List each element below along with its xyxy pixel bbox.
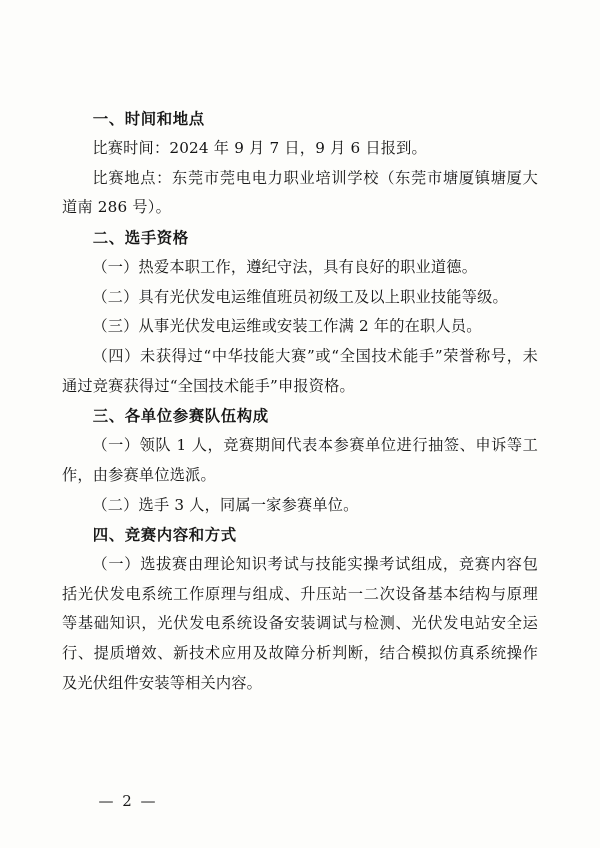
section-heading: 二、选手资格 <box>92 228 189 247</box>
body-paragraph: （二）选手 3 人，同属一家参赛单位。 <box>92 495 359 514</box>
body-paragraph: （一）领队 1 人，竞赛期间代表本参赛单位进行抽签、申诉等工作，由参赛单位选派。 <box>62 436 538 484</box>
body-paragraph: （二）具有光伏发电运维值班员初级工及以上职业技能等级。 <box>92 287 508 306</box>
page-footer <box>0 792 600 810</box>
body-paragraph: （一）热爱本职工作，遵纪守法，具有良好的职业道德。 <box>92 257 478 276</box>
section-heading: 三、各单位参赛队伍构成 <box>92 407 269 426</box>
body-paragraph: （三）从事光伏发电运维或安装工作满 2 年的在职人员。 <box>92 317 482 336</box>
section-heading: 一、时间和地点 <box>92 110 205 128</box>
document-body <box>62 104 538 698</box>
body-paragraph: 比赛时间：2024 年 9 月 7 日，9 月 6 日报到。 <box>92 139 427 158</box>
page-number: — 2 — <box>98 792 158 810</box>
body-paragraph: 比赛地点：东莞市莞电电力职业培训学校（东莞市塘厦镇塘厦大道南 286 号）。 <box>62 168 538 217</box>
body-paragraph: （四）未获得过“中华技能大赛”或“全国技术能手”荣誉称号，未通过竞赛获得过“全国技术能手”申报资格。 <box>62 346 538 395</box>
body-paragraph: （一）选拔赛由理论知识考试与技能实操考试组成，竞赛内容包括光伏发电系统工作原理与组成、升压站一二次设备基本结构与原理等基础知识，光伏发电系统设备安装调试与检测、光伏发电站安全运行、提质增效、新技术应用及故障分析判断，结合模拟仿真系统操作及光伏组件安装等相关内容。 <box>62 555 538 692</box>
section-heading: 四、竞赛内容和方式 <box>92 526 237 545</box>
